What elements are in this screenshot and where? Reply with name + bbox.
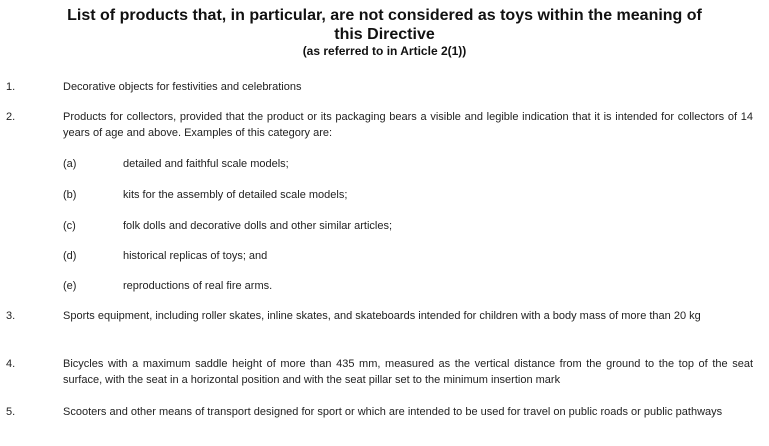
subitem-e-label: (e) xyxy=(63,280,77,292)
subitem-b-text: kits for the assembly of detailed scale models; xyxy=(123,189,348,201)
item-1-text: Decorative objects for festivities and celebrations xyxy=(63,81,302,93)
subitem-b-label: (b) xyxy=(63,189,77,201)
item-3-number: 3. xyxy=(6,310,16,322)
subitem-c-text: folk dolls and decorative dolls and other similar articles; xyxy=(123,220,393,232)
subitem-e-text: reproductions of real fire arms. xyxy=(123,280,273,292)
document-subtitle: (as referred to in Article 2(1)) xyxy=(302,44,467,58)
item-3-text: Sports equipment, including roller skates, inline skates, and skateboards intended for children with a body mass of more than 20 kg xyxy=(63,310,701,322)
item-5-number: 5. xyxy=(6,406,16,418)
item-4-number: 4. xyxy=(6,358,16,370)
document-title xyxy=(0,6,769,44)
title-line-2: this Directive xyxy=(334,26,435,43)
subitem-a-label: (a) xyxy=(63,158,77,170)
subitem-d-text: historical replicas of toys; and xyxy=(123,250,268,262)
item-2-text: Products for collectors, provided that the product or its packaging bears a visible and legible indication that it is intended for collectors of 14 years of age and above. Examples of this category are: xyxy=(63,111,753,139)
item-2-number: 2. xyxy=(6,111,16,123)
item-4-text: Bicycles with a maximum saddle height of more than 435 mm, measured as the vertical distance from the ground to the top of the seat surface, with the seat in a horizontal position and with the seat pillar set to the minimum insertion mark xyxy=(63,358,753,386)
subitem-d-label: (d) xyxy=(63,250,77,262)
item-5-text: Scooters and other means of transport designed for sport or which are intended to be used for travel on public roads or public pathways xyxy=(63,406,723,418)
title-line-1: List of products that, in particular, are not considered as toys within the meaning of xyxy=(67,7,702,24)
item-1-number: 1. xyxy=(6,81,16,93)
subitem-a-text: detailed and faithful scale models; xyxy=(123,158,289,170)
subitem-c-label: (c) xyxy=(63,220,76,232)
